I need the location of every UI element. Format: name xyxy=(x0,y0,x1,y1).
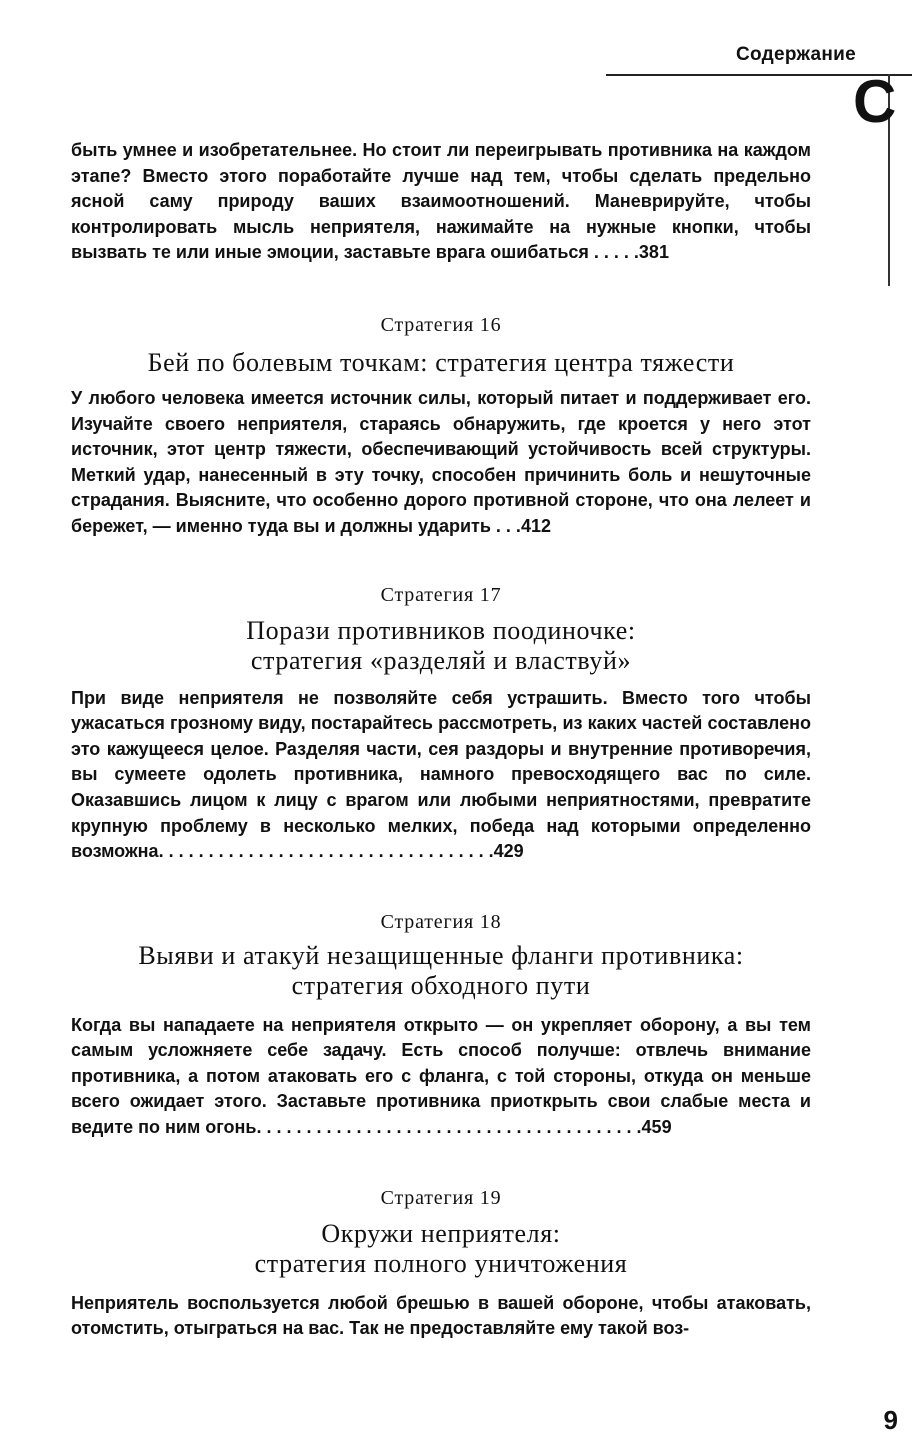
strategy-title-line-2: стратегия «разделяй и властвуй» xyxy=(250,645,632,675)
strategy-description-16 xyxy=(71,386,811,540)
strategy-label: Стратегия 17 xyxy=(380,583,502,606)
strategy-heading-17 xyxy=(71,582,811,676)
dot-leader: . . . . . xyxy=(588,242,639,263)
dot-leader: . . . xyxy=(490,515,521,536)
strategy-title-line-1: Выяви и атакуй незащищенные фланги противника: xyxy=(138,940,744,970)
strategy-description-18 xyxy=(71,1013,811,1141)
strategy-16-page-ref[interactable] xyxy=(491,516,551,536)
intro-paragraph xyxy=(71,138,811,266)
page-number-ref: 429 xyxy=(493,841,524,862)
strategy-title-line-1: Порази противников поодиночке: xyxy=(246,615,636,645)
strategy-title-line-2: стратегия обходного пути xyxy=(291,970,591,1000)
strategy-17-page-ref[interactable] xyxy=(159,841,524,861)
strategy-label: Стратегия 18 xyxy=(380,910,502,933)
strategy-label: Стратегия 16 xyxy=(380,313,502,336)
strategy-label: Стратегия 19 xyxy=(380,1186,502,1209)
strategy-title-line-1: Окружи неприятеля: xyxy=(321,1218,561,1248)
strategy-heading-16 xyxy=(71,312,811,378)
dot-leader: . . . . . . . . . . . . . . . . . . . . . . . . . . . . . . . . . . xyxy=(158,841,494,862)
intro-text: быть умнее и изобретательнее. Но стоит ли переигрывать противника на каждом этапе? Вместо этого поработайте лучше над тем, чтобы сделать предельно ясной саму природу ваших взаимоотношений. Маневрируйте, чтобы контролировать мысль неприятеля, нажимайте на нужные кнопки, чтобы вызвать те или иные эмоции, заставьте врага ошибаться xyxy=(71,140,811,263)
description-text: У любого человека имеется источник силы, который питает и поддерживает его. Изучайте своего неприятеля, стараясь обнаружить, где кроется у него этот источник, этот центр тяжести, обеспечивающий устойчивость всей структуры. Меткий удар, нанесенный в эту точку, способен причинить боль и нешуточные страдания. Выясните, что особенно дорого противной стороне, что она лелеет и бережет, — именно туда вы и должны ударить xyxy=(71,387,811,536)
strategy-heading-18 xyxy=(71,909,811,1001)
toc-content xyxy=(71,138,811,1342)
strategy-description-17 xyxy=(71,686,811,865)
page-number-ref: 381 xyxy=(638,242,669,263)
description-text: Неприятель воспользуется любой брешью в вашей обороне, чтобы атаковать, отомстить, отыграться на вас. Так не предоставляйте ему такой воз- xyxy=(71,1292,811,1339)
page-number: 9 xyxy=(883,1405,898,1435)
intro-page-ref[interactable] xyxy=(589,242,669,262)
strategy-title-line-2: стратегия полного уничтожения xyxy=(254,1248,628,1278)
strategy-description-19 xyxy=(71,1291,811,1342)
strategy-heading-19 xyxy=(71,1185,811,1279)
page-number-ref: 459 xyxy=(641,1117,672,1138)
strategy-18-page-ref[interactable] xyxy=(256,1117,671,1137)
description-text: При виде неприятеля не позволяйте себя устрашить. Вместо того чтобы ужасаться грозному виду, постарайтесь рассмотреть, из каких частей составлено это кажущееся целое. Разделяя части, сея раздоры и внутренние противоречия, вы сумеете одолеть противника, намного превосходящего вас по силе. Оказавшись лицом к лицу с врагом или любыми неприятностями, превратите крупную проблему в несколько мелких, победа над которыми определенно возможна xyxy=(71,687,811,862)
running-header: Содержание xyxy=(735,44,856,65)
page-number-ref: 412 xyxy=(520,515,551,536)
description-text: Когда вы нападаете на неприятеля открыто — он укрепляет оборону, а вы тем самым усложняете себе задачу. Есть способ получше: отвлечь внимание противника, а потом атаковать его с фланга, с той стороны, откуда он меньше всего ожидает этого. Заставьте противника приоткрыть свои слабые места и ведите по ним огонь xyxy=(71,1014,811,1138)
strategy-title: Бей по болевым точкам: стратегия центра тяжести xyxy=(147,347,735,377)
dot-leader: . . . . . . . . . . . . . . . . . . . . . . . . . . . . . . . . . . . . . . . xyxy=(256,1117,642,1138)
section-tab-letter: C xyxy=(853,68,897,135)
